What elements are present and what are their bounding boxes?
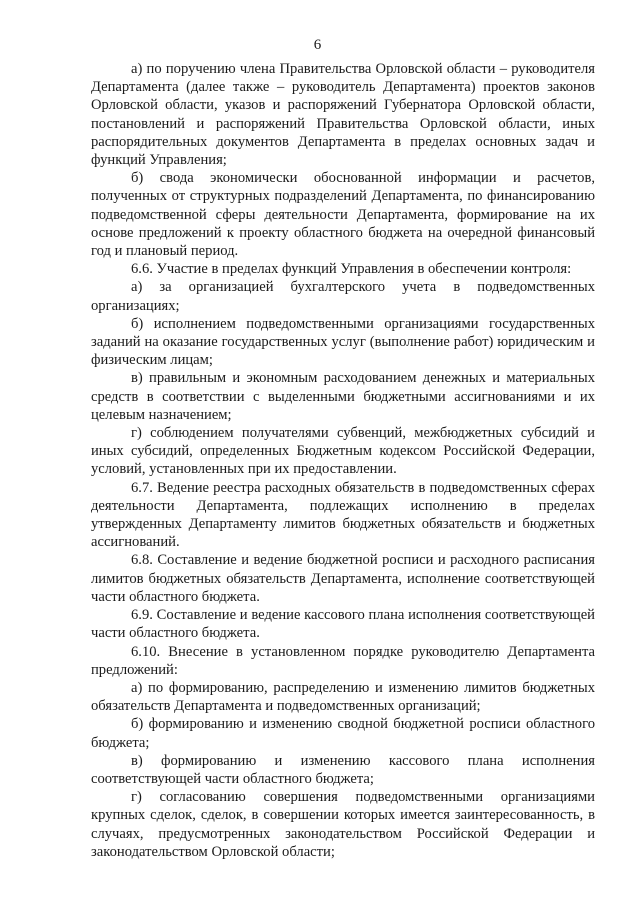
paragraph-6-10-proposals: 6.10. Внесение в установленном порядке руководителю Департамента предложений: [91, 643, 595, 678]
paragraph-6-6-g-subsidies: г) соблюдением получателями субвенций, межбюджетных субсидий и иных субсидий, определенных Бюджетным кодексом Российской Федерации, условий, установленных при их предоставлении. [91, 425, 595, 478]
paragraph-6-6-b-state-tasks: б) исполнением подведомственными организациями государственных заданий на оказание государственных услуг (выполнение работ) юридическим и физическим лицам; [91, 315, 595, 369]
paragraph-item-a-draft-laws: а) по поручению члена Правительства Орловской области – руководителя Департамента (далее также – руководитель Департамента) проектов законов Орловской области, указов и распоряжений Губернатора Орловской области, постановлений и распоряжений Правительства Орловской области, иных распорядительных документов Департамента в пределах основных задач и функций Управления; [91, 61, 595, 169]
paragraph-6-6-control: 6.6. Участие в пределах функций Управления в обеспечении контроля: [131, 261, 572, 278]
paragraph-6-10-v-cash-plan: в) формированию и изменению кассового плана исполнения соответствующей части областного бюджета; [91, 752, 595, 787]
paragraph-6-10-g-transactions: г) согласованию совершения подведомственными организациями крупных сделок, сделок, в совершении которых имеется заинтересованность, в случаях, предусмотренных законодательством Российской Федерации и законодательством Орловской области; [91, 789, 595, 860]
paragraph-6-7-registry: 6.7. Ведение реестра расходных обязательств в подведомственных сферах деятельности Департамента, подлежащих исполнению в пределах утвержденных Департаменту лимитов бюджетных обязательств и бюджетных ассигнований. [91, 479, 595, 551]
paragraph-6-6-a-accounting: а) за организацией бухгалтерского учета в подведомственных организациях; [91, 279, 595, 314]
paragraph-6-8-budget-schedule: 6.8. Составление и ведение бюджетной росписи и расходного расписания лимитов бюджетных обязательств Департамента, исполнение соответствующей части областного бюджета. [91, 552, 595, 605]
paragraph-6-10-a-limits: а) по формированию, распределению и изменению лимитов бюджетных обязательств Департамента и подведомственных организаций; [91, 679, 595, 715]
page-number: 6 [313, 37, 322, 53]
document-body [91, 60, 595, 861]
paragraph-6-9-cash-plan: 6.9. Составление и ведение кассового плана исполнения соответствующей части областного бюджета. [91, 607, 595, 642]
paragraph-6-10-b-budget-list: б) формированию и изменению сводной бюджетной росписи областного бюджета; [91, 716, 595, 751]
paragraph-item-b-economic-summary: б) свода экономически обоснованной информации и расчетов, полученных от структурных подразделений Департамента, по финансированию подведомственной сферы деятельности Департамента, формирование на их основе предложений к проекту областного бюджета на очередной финансовый год и плановый период. [91, 170, 595, 260]
paragraph-6-6-v-spending: в) правильным и экономным расходованием денежных и материальных средств в соответствии с выделенными бюджетными ассигнованиями и их целевым назначением; [91, 370, 595, 423]
